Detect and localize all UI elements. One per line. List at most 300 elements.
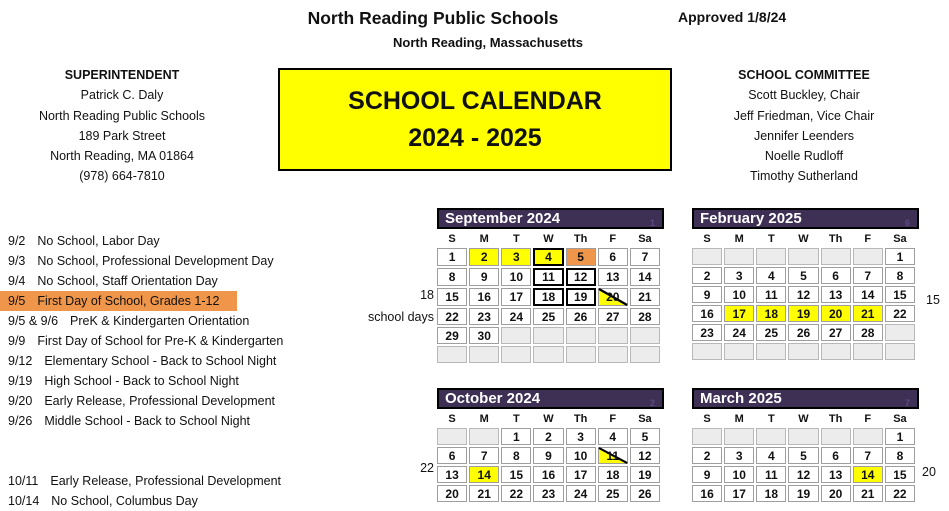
day-number: 2: [703, 448, 711, 463]
day-number: 23: [700, 325, 714, 340]
calendar-day-cell: [630, 466, 660, 483]
calendar-day-cell: [533, 485, 563, 502]
approved-date: Approved 1/8/24: [678, 9, 787, 25]
calendar-day-cell: [469, 288, 499, 306]
month-grid: [435, 229, 662, 365]
calendar-day-cell: [566, 248, 596, 266]
day-number: 15: [445, 290, 459, 304]
calendar-empty-cell: [756, 343, 786, 360]
day-number: 14: [477, 467, 491, 482]
calendar-empty-cell: [853, 343, 883, 360]
person-line: Noelle Rudloff: [764, 149, 844, 164]
event-label: No School, Labor Day: [37, 234, 160, 248]
calendar-march: [692, 388, 919, 504]
day-number: 26: [796, 325, 811, 340]
event-date: 10/14: [8, 494, 40, 508]
day-of-week-label: F: [853, 231, 883, 246]
calendar-day-cell: [501, 447, 531, 464]
day-number: 4: [768, 268, 775, 283]
superintendent-heading: SUPERINTENDENT: [64, 68, 180, 82]
event-date: 9/19: [8, 374, 33, 388]
calendar-day-cell: [598, 248, 628, 266]
event-date: 9/2: [8, 234, 26, 248]
person-line: 189 Park Street: [78, 128, 166, 143]
event-row: [8, 371, 428, 391]
day-number: 15: [893, 287, 907, 302]
calendar-day-cell: [630, 308, 660, 325]
event-date: 9/9: [8, 334, 26, 348]
calendar-day-cell: [630, 485, 660, 502]
day-number: 21: [638, 290, 652, 304]
calendar-empty-cell: [821, 343, 851, 360]
day-number: 26: [638, 486, 652, 501]
day-number: 8: [513, 448, 520, 463]
committee-heading: SCHOOL COMMITTEE: [738, 68, 870, 82]
calendar-day-cell: [692, 466, 722, 483]
day-number: 7: [480, 448, 488, 463]
calendar-february: [692, 208, 919, 362]
calendar-day-cell: [533, 268, 563, 286]
calendar-day-cell: [469, 248, 499, 266]
calendar-day-cell: [692, 286, 722, 303]
calendar-day-cell: [501, 288, 531, 306]
day-number: 22: [509, 486, 524, 501]
calendar-day-cell: [885, 466, 915, 483]
month-name: March 2025: [700, 390, 782, 407]
day-number: 12: [796, 467, 811, 482]
calendar-empty-cell: [853, 248, 883, 265]
calendar-day-cell: [788, 324, 818, 341]
banner-line1: SCHOOL CALENDAR: [348, 87, 602, 115]
calendar-day-cell: [437, 248, 467, 266]
calendar-day-cell: [598, 485, 628, 502]
day-number: 15: [893, 467, 907, 482]
day-number: 7: [864, 448, 872, 463]
calendar-day-cell: [437, 308, 467, 325]
event-label: First Day of School for Pre-K & Kindergarten: [37, 334, 284, 348]
calendar-day-cell: [469, 327, 499, 344]
day-number: 20: [606, 290, 620, 304]
day-number: 7: [864, 268, 872, 283]
calendar-empty-cell: [724, 343, 754, 360]
calendar-day-cell: [566, 288, 596, 306]
calendar-day-cell: [566, 485, 596, 502]
event-date: 9/5: [8, 294, 26, 308]
day-number: 9: [703, 467, 711, 482]
calendar-banner: [278, 68, 672, 171]
day-number: 3: [513, 250, 520, 264]
day-number: 13: [606, 270, 620, 284]
event-row: [8, 391, 428, 411]
calendar-day-cell: [788, 485, 818, 502]
calendar-day-cell: [501, 308, 531, 325]
event-label: No School, Staff Orientation Day: [37, 274, 218, 288]
event-row: [8, 491, 428, 511]
calendar-day-cell: [437, 485, 467, 502]
day-of-week-label: Sa: [885, 411, 915, 426]
calendar-day-cell: [885, 248, 915, 265]
calendar-day-cell: [692, 267, 722, 284]
event-date: 9/4: [8, 274, 26, 288]
calendar-day-cell: [533, 248, 563, 266]
day-number: 8: [896, 448, 904, 463]
day-number: 2: [545, 429, 552, 444]
day-of-week-label: Th: [566, 231, 596, 246]
calendar-empty-cell: [469, 428, 499, 445]
calendar-day-cell: [533, 288, 563, 306]
calendar-empty-cell: [630, 346, 660, 363]
calendar-day-cell: [533, 308, 563, 325]
day-number: 10: [573, 448, 588, 463]
month-index: 1: [649, 218, 655, 228]
event-row: [0, 291, 237, 311]
calendar-day-cell: [724, 466, 754, 483]
calendar-day-cell: [885, 305, 915, 322]
calendar-day-cell: [756, 267, 786, 284]
calendar-empty-cell: [501, 327, 531, 344]
calendar-empty-cell: [437, 346, 467, 363]
day-of-week-label: S: [437, 231, 467, 246]
calendar-day-cell: [533, 447, 563, 464]
month-grid: [690, 409, 917, 504]
calendar-empty-cell: [437, 428, 467, 445]
day-number: 20: [828, 306, 843, 321]
day-of-week-label: F: [598, 231, 628, 246]
event-label: Early Release, Professional Development: [44, 394, 276, 408]
day-number: 6: [609, 250, 617, 264]
day-number: 18: [541, 290, 556, 304]
day-number: 4: [545, 250, 552, 264]
event-label: High School - Back to School Night: [44, 374, 239, 388]
calendar-empty-cell: [885, 324, 915, 341]
calendar-day-cell: [821, 324, 851, 341]
month-header: [437, 208, 664, 229]
calendar-day-cell: [692, 305, 722, 322]
day-number: 14: [638, 270, 652, 284]
calendar-empty-cell: [756, 248, 786, 265]
day-number: 16: [700, 306, 714, 321]
calendar-day-cell: [724, 485, 754, 502]
day-of-week-label: M: [469, 231, 499, 246]
day-number: 2: [703, 268, 711, 283]
month-header: [692, 208, 919, 229]
day-number: 9: [480, 270, 488, 284]
event-row: [8, 351, 428, 371]
day-of-week-label: T: [501, 231, 531, 246]
day-number: 12: [573, 270, 588, 284]
calendar-empty-cell: [724, 248, 754, 265]
calendar-day-cell: [437, 447, 467, 464]
calendar-empty-cell: [566, 346, 596, 363]
event-label: Middle School - Back to School Night: [44, 414, 251, 428]
event-date: 9/12: [8, 354, 33, 368]
day-number: 28: [638, 309, 652, 324]
calendar-empty-cell: [501, 346, 531, 363]
day-number: 21: [477, 486, 491, 501]
day-number: 23: [541, 486, 556, 501]
calendar-day-cell: [724, 324, 754, 341]
calendar-day-cell: [724, 447, 754, 464]
day-number: 20: [828, 486, 843, 501]
september-school-days-count: [330, 284, 434, 328]
day-number: 29: [445, 328, 459, 343]
day-number: 17: [732, 486, 746, 501]
day-of-week-label: W: [533, 411, 563, 426]
day-of-week-label: S: [692, 411, 722, 426]
calendar-empty-cell: [821, 248, 851, 265]
calendar-day-cell: [630, 288, 660, 306]
day-number: 16: [541, 467, 556, 482]
calendar-day-cell: [630, 268, 660, 286]
school-committee-block: [699, 65, 909, 187]
day-number: 2: [480, 250, 488, 264]
day-number: 25: [764, 325, 779, 340]
event-row: [8, 231, 428, 251]
month-header: [692, 388, 919, 409]
day-of-week-label: T: [756, 231, 786, 246]
day-of-week-label: M: [469, 411, 499, 426]
calendar-day-cell: [821, 466, 851, 483]
person-line: Jeff Friedman, Vice Chair: [733, 108, 875, 123]
calendar-day-cell: [630, 428, 660, 445]
day-number: 1: [896, 429, 904, 444]
event-label: No School, Professional Development Day: [37, 254, 274, 268]
calendar-empty-cell: [692, 248, 722, 265]
calendar-day-cell: [821, 267, 851, 284]
calendar-day-cell: [756, 466, 786, 483]
calendar-day-cell: [885, 447, 915, 464]
calendar-day-cell: [821, 447, 851, 464]
october-school-days-count: 22: [420, 461, 434, 475]
event-label: Elementary School - Back to School Night: [44, 354, 277, 368]
day-number: 1: [513, 429, 520, 444]
event-label: Early Release, Professional Development: [50, 474, 282, 488]
day-number: 10: [509, 270, 524, 284]
calendar-day-cell: [853, 466, 883, 483]
month-grid: [690, 229, 917, 362]
day-of-week-label: S: [437, 411, 467, 426]
day-number: 15: [509, 467, 524, 482]
calendar-day-cell: [566, 308, 596, 325]
day-number: 20: [445, 486, 459, 501]
calendar-day-cell: [469, 485, 499, 502]
day-of-week-label: F: [853, 411, 883, 426]
day-number: 5: [800, 268, 807, 283]
day-number: 22: [893, 306, 907, 321]
day-of-week-label: Th: [821, 411, 851, 426]
calendar-empty-cell: [566, 327, 596, 344]
day-of-week-label: Sa: [630, 231, 660, 246]
calendar-empty-cell: [692, 343, 722, 360]
calendar-day-cell: [501, 485, 531, 502]
day-of-week-label: S: [692, 231, 722, 246]
calendar-day-cell: [566, 447, 596, 464]
calendar-empty-cell: [724, 428, 754, 445]
calendar-empty-cell: [630, 327, 660, 344]
committee-lines: [699, 85, 909, 186]
day-number: 14: [861, 467, 875, 482]
calendar-empty-cell: [853, 428, 883, 445]
day-number: 24: [573, 486, 588, 501]
document-subtitle: North Reading, Massachusetts: [393, 35, 583, 50]
person-line: Timothy Sutherland: [750, 169, 858, 184]
calendar-day-cell: [437, 466, 467, 483]
day-number: 6: [832, 448, 839, 463]
month-grid: [435, 409, 662, 504]
calendar-day-cell: [437, 327, 467, 344]
calendar-day-cell: [756, 485, 786, 502]
calendar-day-cell: [501, 268, 531, 286]
day-of-week-label: Th: [821, 231, 851, 246]
calendar-empty-cell: [533, 327, 563, 344]
calendar-day-cell: [598, 288, 628, 306]
document-title: North Reading Public Schools: [307, 8, 559, 28]
calendar-day-cell: [885, 485, 915, 502]
day-number: 17: [573, 467, 588, 482]
calendar-day-cell: [469, 447, 499, 464]
calendar-day-cell: [853, 267, 883, 284]
month-name: February 2025: [700, 210, 802, 227]
day-number: 7: [641, 250, 649, 264]
person-line: Jennifer Leenders: [753, 128, 855, 143]
day-of-week-label: W: [788, 231, 818, 246]
calendar-empty-cell: [788, 343, 818, 360]
day-number: 30: [477, 328, 491, 343]
calendar-day-cell: [692, 485, 722, 502]
calendar-empty-cell: [885, 343, 915, 360]
calendar-day-cell: [501, 466, 531, 483]
calendar-day-cell: [885, 286, 915, 303]
day-number: 26: [573, 309, 588, 324]
calendar-day-cell: [724, 267, 754, 284]
person-line: Patrick C. Daly: [80, 88, 164, 103]
event-label: PreK & Kindergarten Orientation: [70, 314, 250, 328]
superintendent-block: [17, 65, 227, 187]
calendar-day-cell: [788, 447, 818, 464]
day-number: 13: [828, 467, 843, 482]
day-of-week-label: Th: [566, 411, 596, 426]
calendar-day-cell: [853, 305, 883, 322]
calendar-day-cell: [724, 305, 754, 322]
calendar-day-cell: [853, 286, 883, 303]
day-of-week-label: Sa: [885, 231, 915, 246]
day-number: 6: [448, 448, 456, 463]
calendar-empty-cell: [469, 346, 499, 363]
event-date: 9/26: [8, 414, 33, 428]
count-value: 18: [420, 288, 434, 302]
day-number: 14: [861, 287, 875, 302]
calendar-day-cell: [821, 286, 851, 303]
day-number: 18: [764, 306, 779, 321]
day-of-week-label: T: [501, 411, 531, 426]
calendar-day-cell: [630, 447, 660, 464]
day-of-week-label: W: [788, 411, 818, 426]
day-number: 5: [577, 250, 584, 264]
month-name: September 2024: [445, 210, 561, 227]
calendar-day-cell: [469, 308, 499, 325]
day-of-week-label: M: [724, 231, 754, 246]
calendar-day-cell: [885, 267, 915, 284]
calendar-day-cell: [598, 466, 628, 483]
day-of-week-label: W: [533, 231, 563, 246]
day-number: 1: [896, 249, 904, 264]
day-number: 10: [732, 467, 746, 482]
day-number: 11: [765, 287, 778, 302]
day-number: 24: [732, 325, 746, 340]
day-number: 8: [896, 268, 904, 283]
calendar-day-cell: [788, 466, 818, 483]
day-number: 22: [893, 486, 907, 501]
day-number: 4: [768, 448, 775, 463]
calendar-day-cell: [501, 248, 531, 266]
day-number: 19: [638, 467, 652, 482]
calendar-day-cell: [788, 305, 818, 322]
day-number: 11: [542, 270, 555, 284]
day-number: 24: [509, 309, 524, 324]
calendar-day-cell: [533, 466, 563, 483]
calendar-day-cell: [756, 447, 786, 464]
day-number: 9: [703, 287, 711, 302]
calendar-day-cell: [566, 466, 596, 483]
march-school-days-count: 20: [922, 465, 936, 479]
day-number: 17: [509, 290, 524, 304]
count-label: school days: [367, 310, 434, 324]
person-line: Scott Buckley, Chair: [748, 88, 860, 103]
event-date: 9/3: [8, 254, 26, 268]
september-event-list: [8, 231, 428, 431]
calendar-empty-cell: [788, 248, 818, 265]
calendar-empty-cell: [821, 428, 851, 445]
event-date: 9/20: [8, 394, 33, 408]
calendar-day-cell: [566, 268, 596, 286]
calendar-day-cell: [692, 324, 722, 341]
day-number: 16: [477, 290, 491, 304]
day-number: 19: [796, 486, 811, 501]
day-number: 5: [641, 429, 649, 444]
calendar-day-cell: [598, 308, 628, 325]
banner-line2: 2024 - 2025: [408, 124, 542, 152]
calendar-empty-cell: [692, 428, 722, 445]
event-label: No School, Columbus Day: [51, 494, 198, 508]
calendar-day-cell: [788, 286, 818, 303]
day-of-week-label: Sa: [630, 411, 660, 426]
day-number: 25: [541, 309, 556, 324]
month-header: [437, 388, 664, 409]
calendar-empty-cell: [598, 346, 628, 363]
calendar-day-cell: [756, 324, 786, 341]
calendar-day-cell: [437, 288, 467, 306]
calendar-day-cell: [501, 428, 531, 445]
day-number: 12: [796, 287, 811, 302]
day-number: 27: [828, 325, 843, 340]
superintendent-lines: [17, 85, 227, 186]
calendar-day-cell: [853, 447, 883, 464]
february-school-days-count: 15: [926, 293, 940, 307]
day-number: 1: [448, 250, 456, 264]
calendar-october: [437, 388, 664, 504]
day-number: 16: [700, 486, 714, 501]
calendar-day-cell: [885, 428, 915, 445]
day-number: 11: [606, 448, 620, 463]
calendar-day-cell: [821, 305, 851, 322]
day-number: 10: [732, 287, 746, 302]
day-number: 18: [764, 486, 779, 501]
month-index: 6: [904, 218, 910, 228]
calendar-day-cell: [598, 268, 628, 286]
day-number: 23: [477, 309, 491, 324]
day-of-week-label: M: [724, 411, 754, 426]
day-number: 8: [448, 270, 456, 284]
